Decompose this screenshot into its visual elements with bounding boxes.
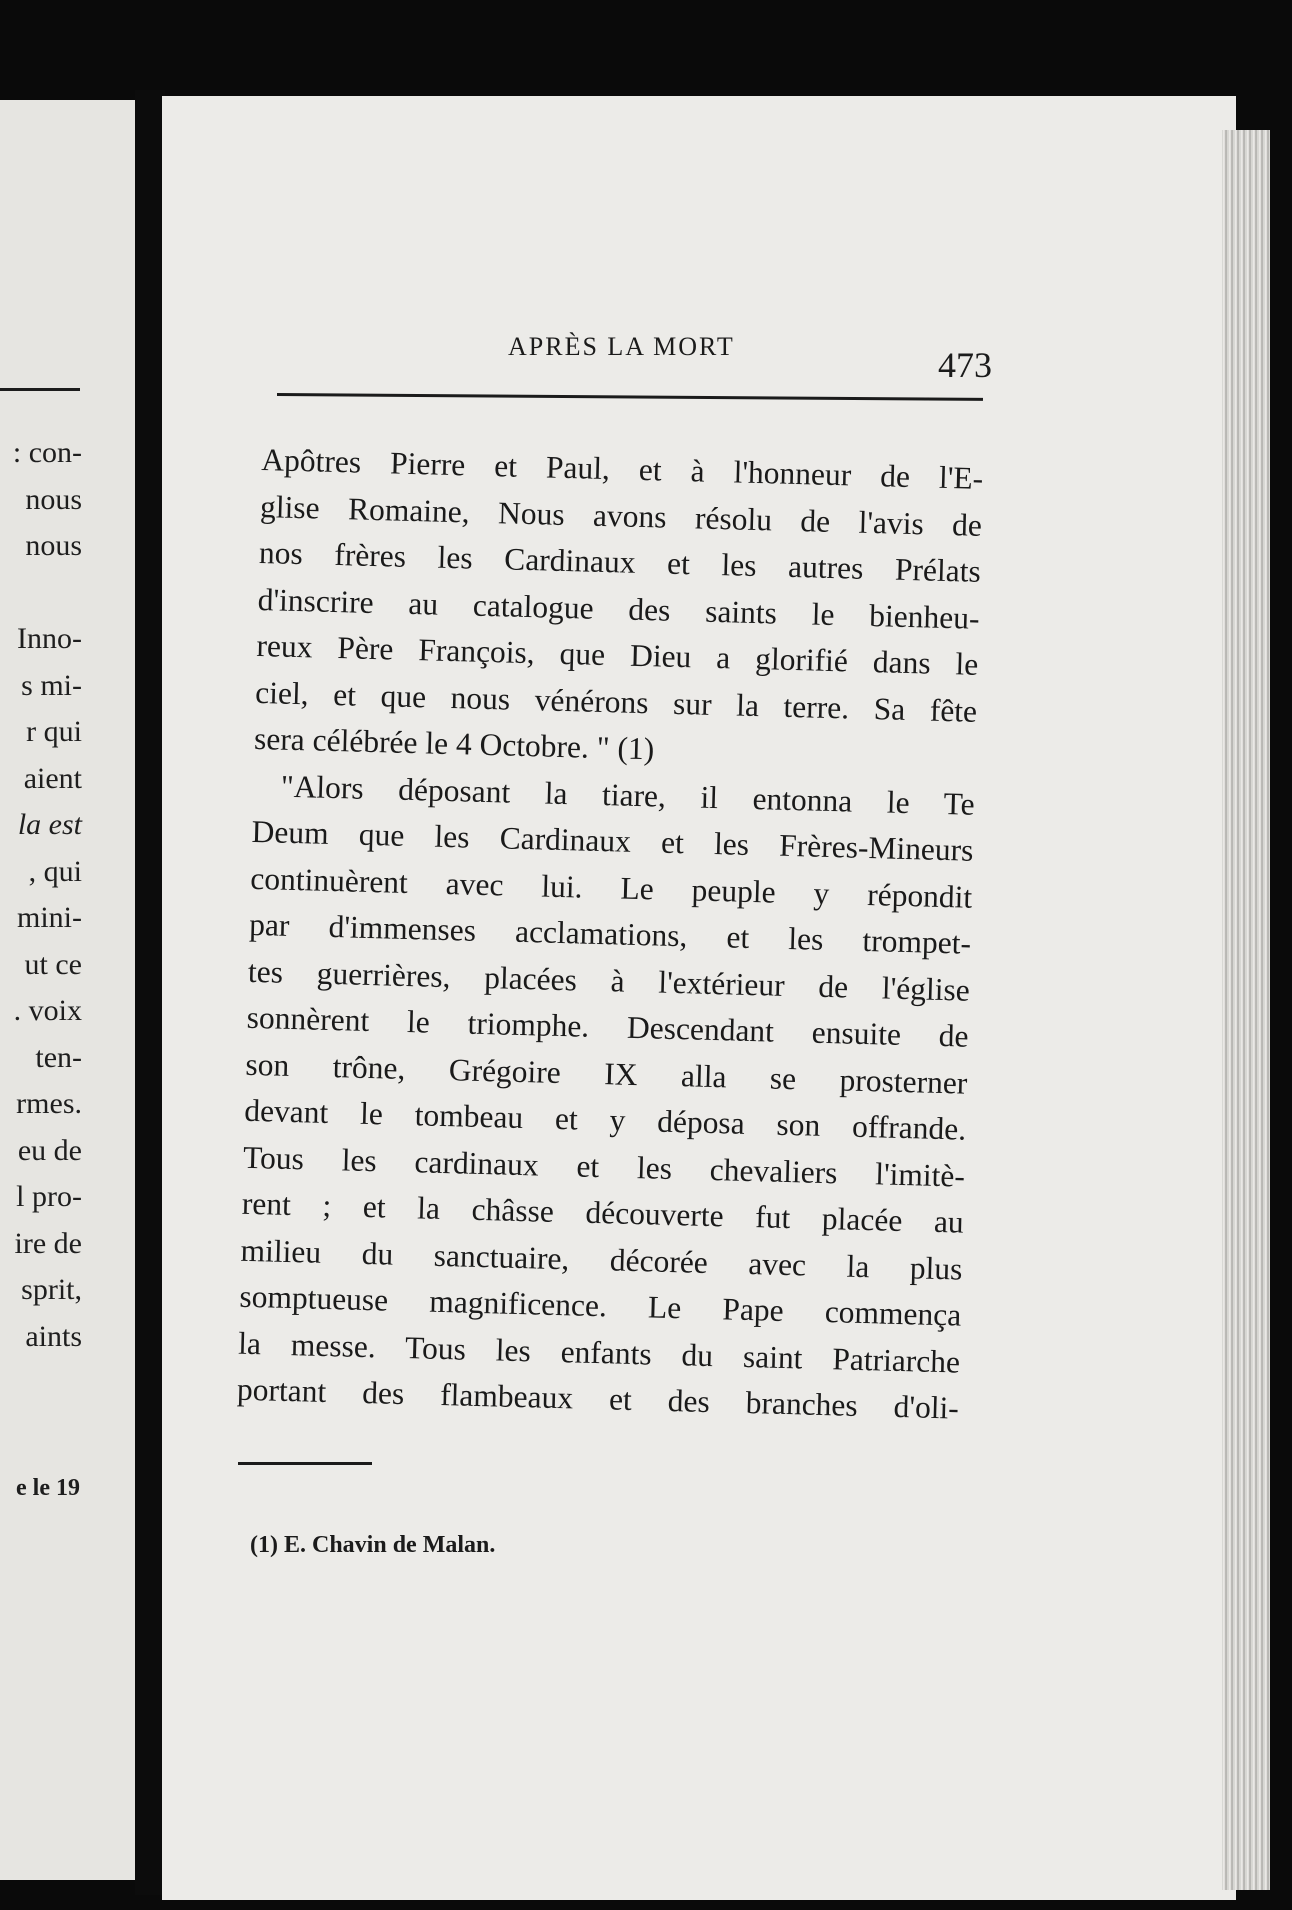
text-line: somptueuse magnificence. Le Pape commença: [239, 1278, 962, 1333]
left-line: nous: [25, 529, 82, 562]
text-line: continuèrent avec lui. Le peuple y répondit: [249, 860, 973, 915]
left-line: l pro-: [16, 1180, 82, 1213]
text-line: reux Père François, que Dieu a glorifié dans le: [256, 627, 979, 682]
footnote: (1) E. Chavin de Malan.: [250, 1532, 496, 1558]
left-line: , qui: [28, 854, 82, 888]
footnote-rule: [238, 1462, 372, 1465]
left-line: aints: [25, 1319, 82, 1353]
page-number: 473: [938, 345, 992, 385]
left-line: ten-: [35, 1040, 82, 1074]
body-text: [236, 437, 983, 1432]
left-header-rule: [0, 388, 80, 391]
left-line: nous: [25, 482, 82, 516]
text-line: sera célébrée le 4 Octobre. " (1): [253, 720, 655, 767]
text-line: "Alors déposant la tiare, il entonna le Te: [280, 768, 976, 822]
left-line: rmes.: [16, 1087, 82, 1120]
page-edges: [1222, 130, 1270, 1890]
text-line: Deum que les Cardinaux et les Frères-Mineurs: [251, 813, 974, 868]
left-line: [0, 570, 82, 617]
text-line: la messe. Tous les enfants du saint Patriarche: [237, 1325, 961, 1380]
text-line: ciel, et que nous vénérons sur la terre. Sa fête: [254, 674, 978, 729]
text-line: d'inscrire au catalogue des saints le bienheu-: [257, 581, 980, 636]
text-line: son trône, Grégoire IX alla se prosterner: [245, 1046, 968, 1101]
text-line: tes guerrières, placées à l'extérieur de l'église: [247, 953, 971, 1008]
book-gutter: [135, 90, 165, 1895]
text-line: milieu du sanctuaire, décorée avec la plus: [240, 1232, 963, 1287]
page-header: [278, 330, 998, 390]
left-line: r qui: [26, 715, 82, 748]
left-footnote: e le 19: [16, 1475, 80, 1501]
text-line: glise Romaine, Nous avons résolu de l'avis de: [259, 488, 983, 543]
left-line: la est: [17, 808, 82, 841]
left-line: . voix: [13, 994, 82, 1027]
left-line: aient: [23, 761, 82, 795]
left-page-fragment: [0, 100, 150, 1880]
left-line: ut ce: [24, 947, 82, 981]
left-page-text: [0, 430, 82, 1360]
text-line: devant le tombeau et y déposa son offrande.: [243, 1092, 967, 1147]
text-line: nos frères les Cardinaux et les autres Prélats: [258, 534, 982, 589]
left-line: s mi-: [21, 668, 82, 702]
running-head: APRÈS LA MORT: [508, 332, 735, 361]
left-line: : con-: [12, 436, 82, 469]
left-line: ire de: [14, 1226, 82, 1260]
text-line: portant des flambeaux et des branches d'oli-: [236, 1371, 960, 1426]
text-line: Apôtres Pierre et Paul, et à l'honneur de l'E-: [260, 441, 984, 496]
left-line: eu de: [17, 1133, 82, 1167]
text-line: sonnèrent le triomphe. Descendant ensuite de: [246, 999, 970, 1054]
text-line: par d'immenses acclamations, et les trompet-: [248, 906, 972, 961]
left-line: mini-: [17, 901, 82, 934]
text-line: Tous les cardinaux et les chevaliers l'imitè-: [242, 1139, 966, 1194]
left-line: sprit,: [21, 1273, 82, 1306]
left-line: Inno-: [17, 622, 82, 655]
text-line: rent ; et la châsse découverte fut placée au: [241, 1185, 965, 1240]
